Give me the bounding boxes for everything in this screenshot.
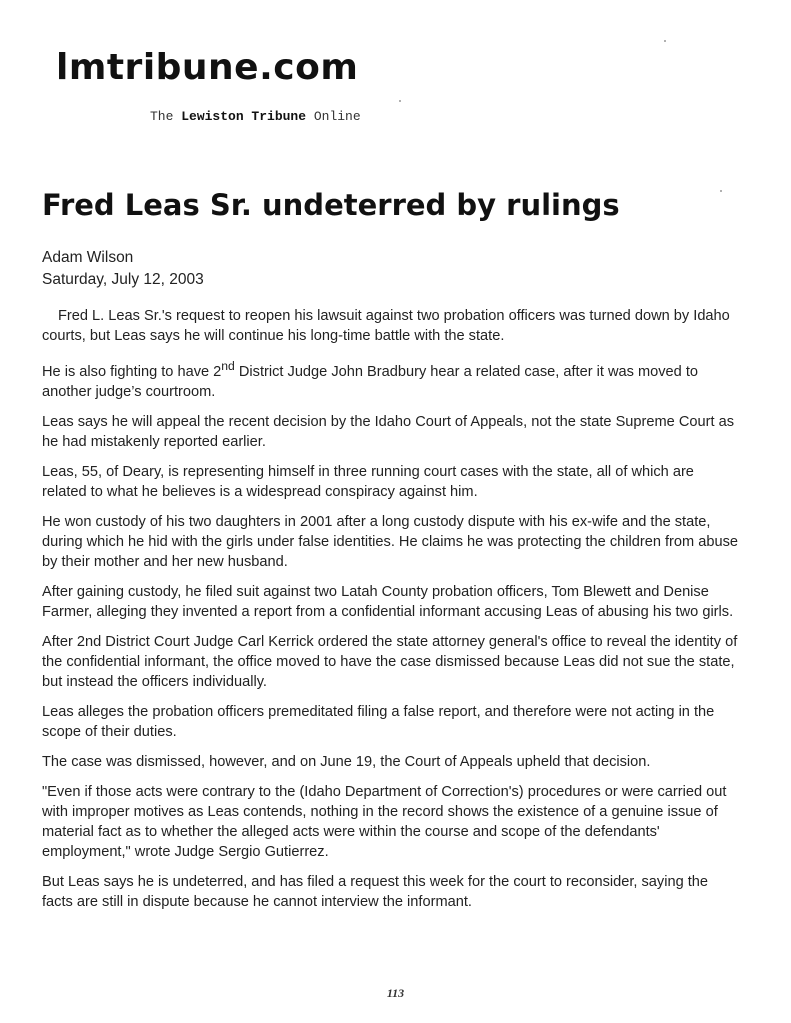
headline: Fred Leas Sr. undeterred by rulings [42, 188, 620, 222]
paragraph-10: "Even if those acts were contrary to the (Idaho Department of Correction's) procedures or were carried out with improper motives as Leas contends, nothing in the record shows the existence of a genuine issue of material fact as to whether the alleged acts were within the course and scope of the defendants' employment," wrote Judge Sergio Gutierrez. [42, 783, 727, 860]
paragraph-8: Leas alleges the probation officers premeditated filing a false report, and therefore were not acting in the scope of their duties. [42, 703, 715, 740]
paragraph-6: After gaining custody, he filed suit against two Latah County probation officers, Tom Blewett and Denise Farmer, alleging they invented a report from a confidential informant accusing Leas of abusing his two girls. [42, 583, 734, 620]
paragraph-5: He won custody of his two daughters in 2001 after a long custody dispute with his ex-wife and the state, during which he hid with the girls under false identities. He claims he was protecting the children from abuse by their mother and her new husband. [42, 513, 738, 570]
paragraph-11: But Leas says he is undeterred, and has filed a request this week for the court to reconsider, saying the facts are still in dispute because he cannot interview the informant. [42, 873, 709, 910]
tagline-prefix: The [150, 109, 182, 124]
paragraph-2-end: District Judge John Bradbury hear a related case, after it was moved to another judge’s courtroom. [42, 363, 699, 400]
ordinal-suffix: nd [221, 359, 235, 373]
site-name: lmtribune.com [56, 47, 359, 88]
paragraph-9: The case was dismissed, however, and on June 19, the Court of Appeals upheld that decision. [42, 753, 651, 770]
scan-speck [720, 190, 722, 192]
page-number: 113 [386, 986, 405, 1000]
tagline-suffix: Online [306, 109, 361, 124]
scan-speck [399, 100, 401, 102]
tagline-publication: Lewiston Tribune [181, 109, 307, 124]
paragraph-4: Leas, 55, of Deary, is representing himself in three running court cases with the state, all of which are related to what he believes is a widespread conspiracy against him. [42, 463, 694, 500]
article-body [42, 306, 742, 922]
paragraph-1: Fred L. Leas Sr.'s request to reopen his lawsuit against two probation officers was turned down by Idaho courts, but Leas says he will continue his long-time battle with the state. [42, 308, 730, 344]
tagline [150, 109, 361, 124]
paragraph-2 [42, 356, 742, 402]
byline [42, 247, 204, 291]
publish-date: Saturday, July 12, 2003 [42, 271, 204, 288]
paragraph-7: After 2nd District Court Judge Carl Kerrick ordered the state attorney general's office to reveal the identity of the confidential informant, the office moved to have the case dismissed because Leas did not sue the state, but instead the officers individually. [42, 633, 738, 690]
paragraph-2-start: He is also fighting to have 2 [42, 363, 222, 380]
scan-speck [664, 40, 666, 42]
paragraph-3: Leas says he will appeal the recent decision by the Idaho Court of Appeals, not the state Supreme Court as he had mistakenly reported earlier. [42, 413, 734, 450]
author: Adam Wilson [42, 249, 134, 266]
